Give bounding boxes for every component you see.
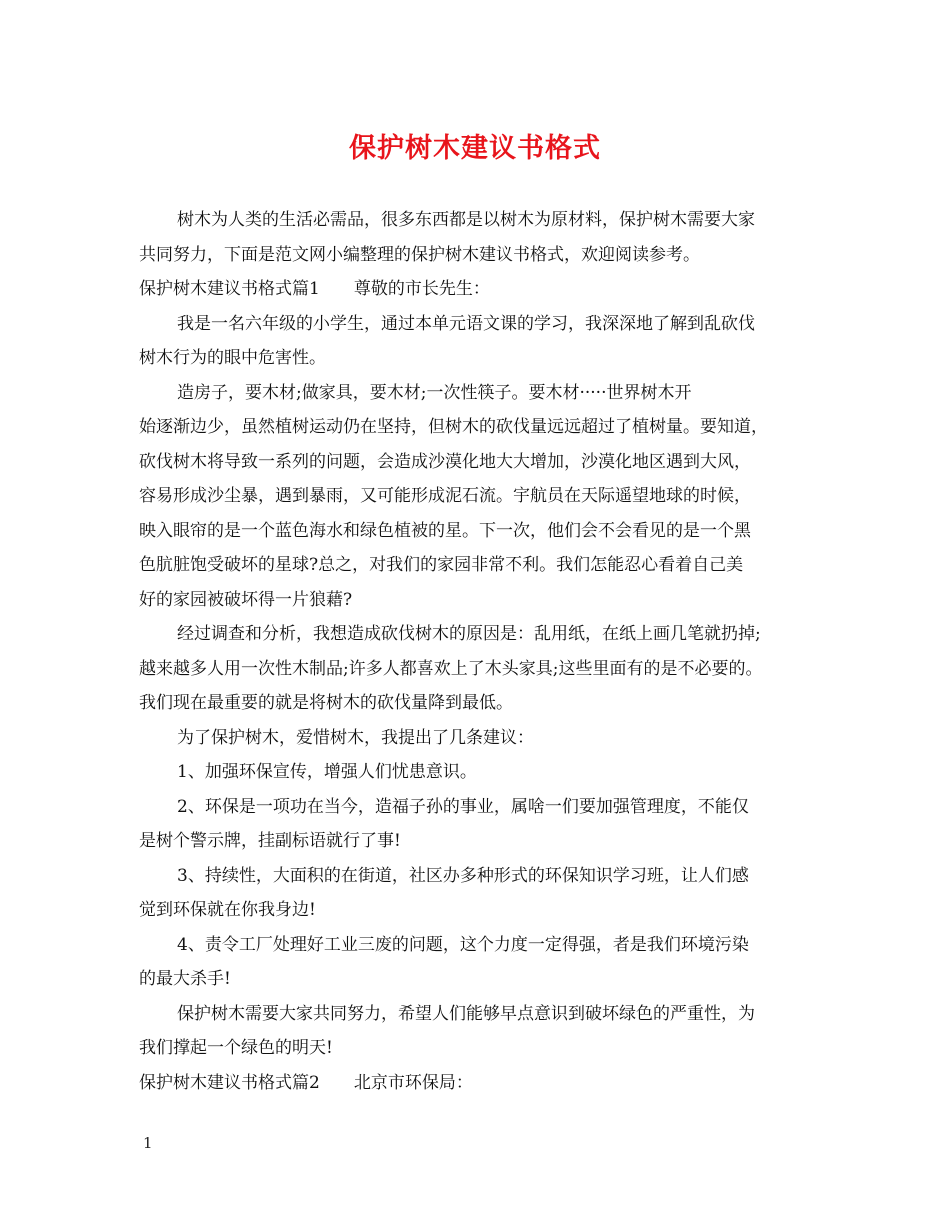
body-line-5: 树木行为的眼中危害性。 [139,348,326,368]
suggestion-2-line-1: 2、环保是一项功在当今，造福子孙的事业，属啥一们要加强管理度，不能仅 [177,796,749,817]
body-line-6: 造房子，要木材;做家具，要木材;一次性筷子。要木材·····世界树木开 [177,382,692,403]
body-line-13: 经过调查和分析，我想造成砍伐树木的原因是：乱用纸，在纸上画几笔就扔掉; [177,624,761,644]
suggestion-1: 1、加强环保宣传，增强人们忧患意识。 [177,762,477,782]
body-line-9: 容易形成沙尘暴，遇到暴雨，又可能形成泥石流。宇航员在天际遥望地球的时候， [139,486,751,506]
section-heading-1: 保护树木建议书格式篇1 [139,279,320,299]
body-line-14: 越来越多人用一次性木制品;许多人都喜欢上了木头家具;这些里面有的是不必要的。 [139,658,763,679]
suggestion-3-line-1: 3、持续性，大面积的在街道，社区办多种形式的环保知识学习班，让人们感 [177,865,749,886]
body-line-16: 为了保护树木，爱惜树木，我提出了几条建议： [177,727,534,748]
section-heading-line-1 [139,272,829,307]
document-body [139,203,829,1100]
document-title: 保护树木建议书格式 [349,133,601,164]
body-line-1: 树木为人类的生活必需品，很多东西都是以树木为原材料，保护树木需要大家 [177,210,755,230]
body-line-15: 我们现在最重要的就是将树木的砍伐量降到最低。 [139,693,513,713]
body-line-7: 始逐渐边少，虽然植树运动仍在坚持，但树木的砍伐量远远超过了植树量。要知道， [139,417,768,437]
suggestion-4-line-2: 的最大杀手! [139,969,231,989]
section-heading-line-2 [139,1066,829,1101]
suggestion-3-line-2: 觉到环保就在你我身边! [139,900,316,920]
body-line-4: 我是一名六年级的小学生，通过本单元语文课的学习，我深深地了解到乱砍伐 [177,313,755,334]
body-line-2: 共同努力，下面是范文网小编整理的保护树木建议书格式，欢迎阅读参考。 [139,244,700,265]
closing-line-2: 我们撑起一个绿色的明天! [139,1038,333,1058]
body-line-12: 好的家园被破坏得一片狼藉? [139,589,353,610]
suggestion-2-line-2: 是树个警示牌，挂副标语就行了事! [139,831,401,851]
suggestion-4-line-1: 4、责令工厂处理好工业三废的问题，这个力度一定得强，者是我们环境污染 [177,934,749,955]
salutation-1: 尊敬的市长先生： [353,279,490,299]
body-line-10: 映入眼帘的是一个蓝色海水和绿色植被的星。下一次，他们会不会看见的是一个黑 [139,520,751,541]
salutation-2: 北京市环保局： [353,1072,473,1093]
body-line-11: 色肮脏饱受破坏的星球?总之，对我们的家园非常不利。我们怎能忍心看着自己美 [139,555,744,575]
body-line-8: 砍伐树木将导致一系列的问题，会造成沙漠化地大大增加，沙漠化地区遇到大风， [139,451,751,472]
section-heading-2: 保护树木建议书格式篇2 [139,1072,320,1093]
page-number: 1 [143,1134,153,1152]
closing-line-1: 保护树木需要大家共同努力，希望人们能够早点意识到破坏绿色的严重性，为 [177,1003,755,1024]
